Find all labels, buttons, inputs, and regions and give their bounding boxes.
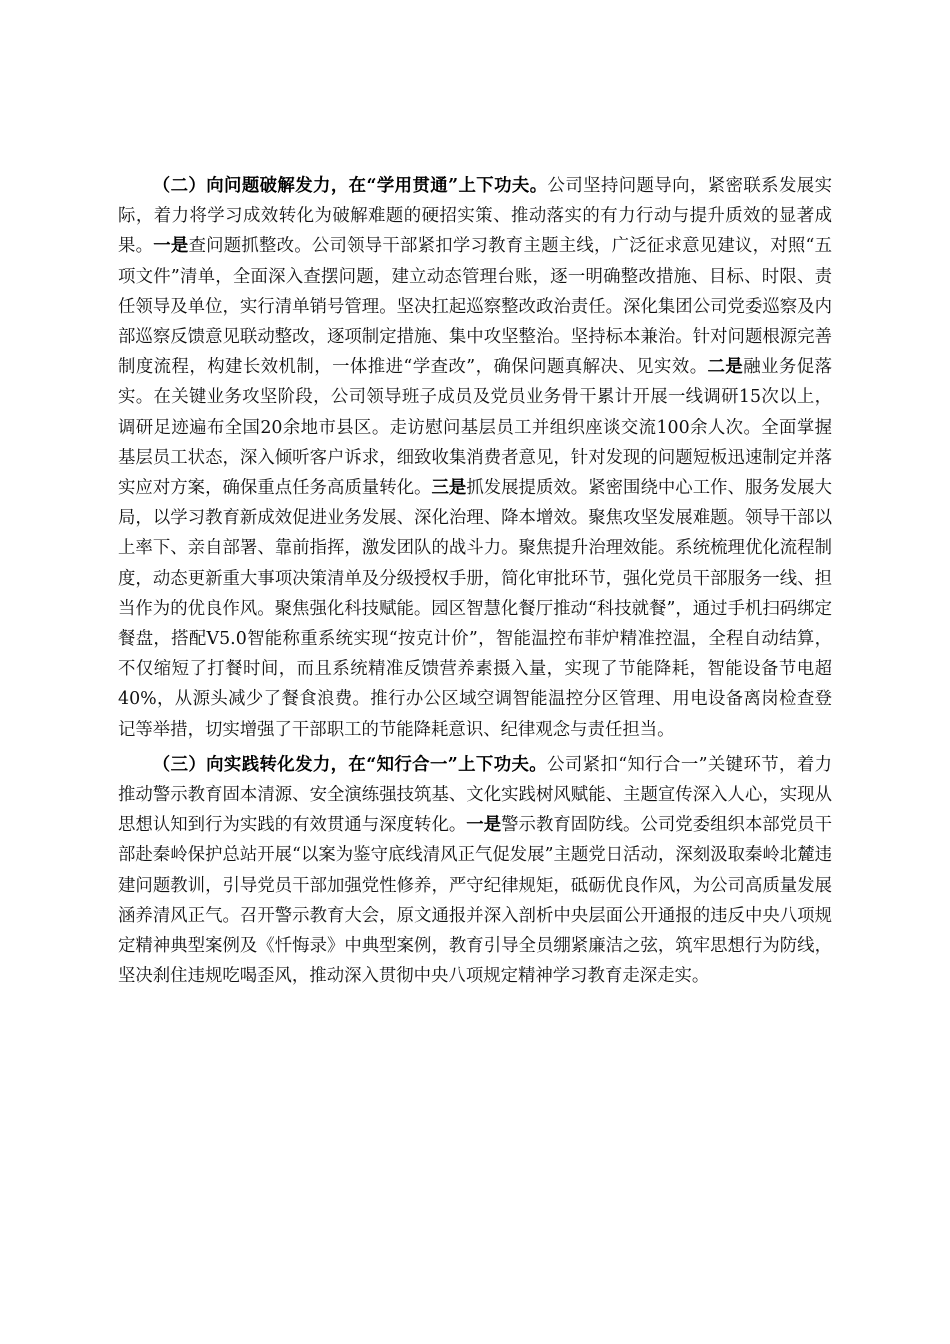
- paragraph-section-2: [118, 171, 832, 745]
- body-text: 查问题抓整改。公司领导干部紧扣学习教育主题主线，广泛征求意见建议，对照“五项文件”清单，全面深入查摆问题，建立动态管理台账，逐一明确整改措施、目标、时限、责任领导及单位，实行清单销号管理。坚决扛起巡察整改政治责任。深化集团公司党委巡察及内部巡察反馈意见联动整改，逐项制定措施、集中攻坚整治。坚持标本兼治。针对问题根源完善制度流程，构建长效机制，一体推进“学查改”，确保问题真解决、见实效。: [118, 236, 832, 378]
- item-marker: 一是: [153, 236, 189, 257]
- body-text: 融业务促落实。在关键业务攻坚阶段，公司领导班子成员及党员业务骨干累计开展一线调研15次以上，调研足迹遍布全国20余地市县区。走访慰问基层员工并组织座谈交流100余人次。全面掌握基层员工状态，深入倾听客户诉求，细致收集消费者意见，针对发现的问题短板迅速制定并落实应对方案，确保重点任务高质量转化。: [118, 357, 832, 499]
- body-text: 公司坚持问题导向，紧密联系发展实际，着力将学习成效转化为破解难题的硬招实策、推动落实的有力行动与提升质效的显著成果。: [118, 176, 832, 257]
- document-body: [118, 171, 832, 991]
- section-heading: （二）向问题破解发力，在“学用贯通”上下功夫。: [152, 176, 548, 196]
- section-heading: （三）向实践转化发力，在“知行合一”上下功夫。: [152, 754, 548, 775]
- item-marker: 一是: [466, 815, 502, 836]
- body-text: 公司紧扣“知行合一”关键环节，着力推动警示教育固本清源、安全演练强技筑基、文化实践树风赋能、主题宣传深入人心，实现从思想认知到行为实践的有效贯通与深度转化。: [118, 754, 832, 836]
- item-marker: 三是: [431, 478, 467, 499]
- paragraph-section-3: [118, 750, 832, 992]
- item-marker: 二是: [707, 357, 744, 378]
- body-text: 警示教育固防线。公司党委组织本部党员干部赴秦岭保护总站开展“以案为鉴守底线清风正气促发展”主题党日活动，深刻汲取秦岭北麓违建问题教训，引导党员干部加强党性修养，严守纪律规矩，砥砺优良作风，为公司高质量发展涵养清风正气。召开警示教育大会，原文通报并深入剖析中央层面公开通报的违反中央八项规定精神典型案例及《忏悔录》中典型案例，教育引导全员绷紧廉洁之弦，筑牢思想行为防线，坚决刹住违规吃喝歪风，推动深入贯彻中央八项规定精神学习教育走深走实。: [118, 815, 832, 987]
- body-text: 抓发展提质效。紧密围绕中心工作、服务发展大局，以学习教育新成效促进业务发展、深化治理、降本增效。聚焦攻坚发展难题。领导干部以上率下、亲自部署、靠前指挥，激发团队的战斗力。聚焦提升治理效能。系统梳理优化流程制度，动态更新重大事项决策清单及分级授权手册，简化审批环节，强化党员干部服务一线、担当作为的优良作风。聚焦强化科技赋能。园区智慧化餐厅推动“科技就餐”，通过手机扫码绑定餐盘，搭配V5.0智能称重系统实现“按克计价”，智能温控布菲炉精准控温，全程自动结算，不仅缩短了打餐时间，而且系统精准反馈营养素摄入量，实现了节能降耗，智能设备节电超40%，从源头减少了餐食浪费。推行办公区域空调智能温控分区管理、用电设备离岗检查登记等举措，切实增强了干部职工的节能降耗意识、纪律观念与责任担当。: [118, 478, 832, 740]
